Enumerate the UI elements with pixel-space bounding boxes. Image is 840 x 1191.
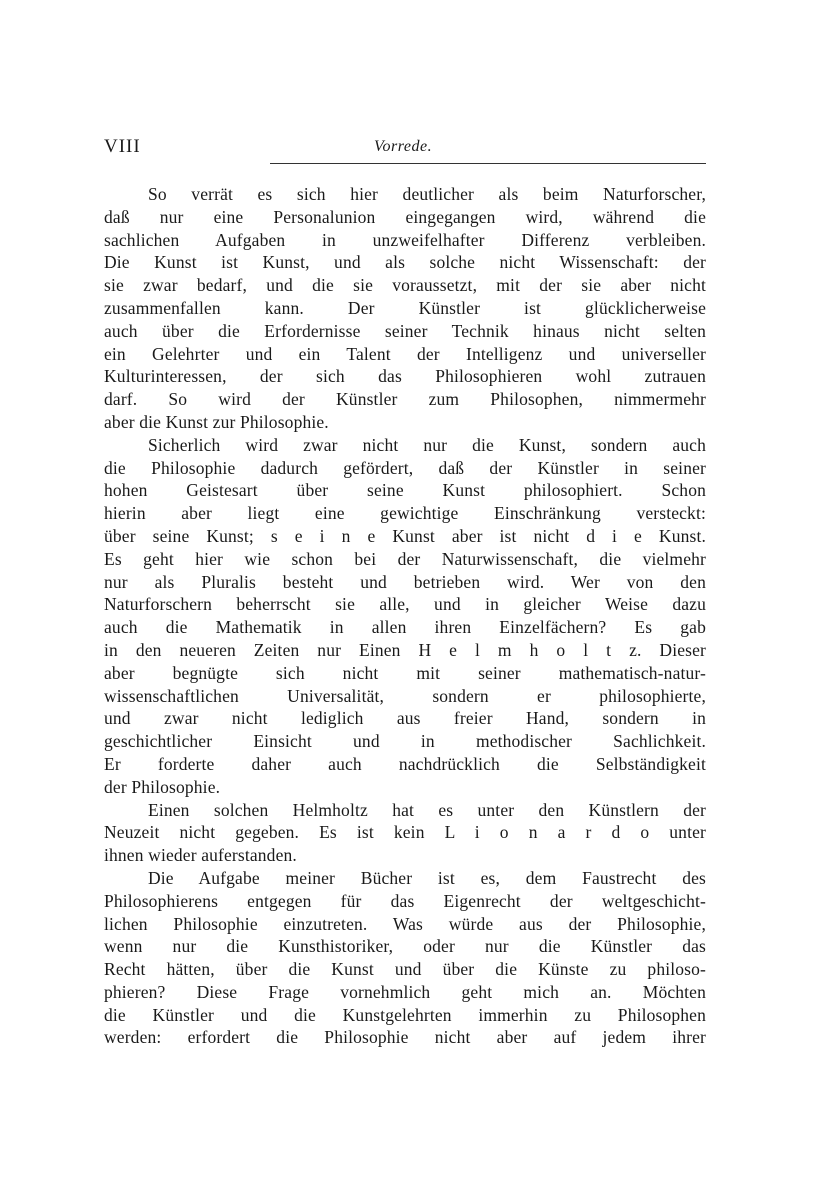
text-line: hierin aber liegt eine gewichtige Einschränkung versteckt: bbox=[104, 503, 706, 524]
header-rule bbox=[270, 163, 706, 164]
body-text bbox=[104, 183, 706, 1049]
text-line: über seine Kunst; s e i n e Kunst aber ist nicht d i e Kunst. bbox=[104, 525, 706, 546]
text-line: Er forderte daher auch nachdrücklich die Selbständigkeit bbox=[104, 753, 706, 774]
text-line: sachlichen Aufgaben in unzweifelhafter Differenz verbleiben. bbox=[104, 229, 706, 250]
text-line: daß nur eine Personalunion eingegangen wird, während die bbox=[104, 206, 706, 227]
text-line: darf. So wird der Künstler zum Philosophen, nimmermehr bbox=[104, 389, 706, 410]
text-line: Sicherlich wird zwar nicht nur die Kunst, sondern auch bbox=[148, 434, 706, 455]
text-line: Neuzeit nicht gegeben. Es ist kein L i o n a r d o unter bbox=[104, 822, 706, 843]
text-line: ihnen wieder auferstanden. bbox=[104, 845, 297, 866]
text-line: wenn nur die Kunsthistoriker, oder nur die Künstler das bbox=[104, 936, 706, 957]
text-line: nur als Pluralis besteht und betrieben wird. Wer von den bbox=[104, 571, 706, 592]
text-line: Philosophierens entgegen für das Eigenrecht der weltgeschicht- bbox=[104, 890, 706, 911]
text-line: werden: erfordert die Philosophie nicht aber auf jedem ihrer bbox=[104, 1027, 706, 1048]
text-line: lichen Philosophie einzutreten. Was würde aus der Philosophie, bbox=[104, 913, 706, 934]
text-line: Recht hätten, über die Kunst und über die Künste zu philoso- bbox=[104, 959, 706, 980]
text-line: geschichtlicher Einsicht und in methodischer Sachlichkeit. bbox=[104, 731, 706, 752]
text-line: Kulturinteressen, der sich das Philosophieren wohl zutrauen bbox=[104, 366, 706, 387]
text-line: Naturforschern beherrscht sie alle, und in gleicher Weise dazu bbox=[104, 594, 706, 615]
text-line: aber die Kunst zur Philosophie. bbox=[104, 411, 329, 432]
text-line: Die Aufgabe meiner Bücher ist es, dem Faustrecht des bbox=[148, 867, 706, 888]
running-title: Vorrede. bbox=[374, 138, 433, 155]
text-line: der Philosophie. bbox=[104, 776, 221, 797]
text-line: die Künstler und die Kunstgelehrten immerhin zu Philosophen bbox=[104, 1004, 706, 1025]
text-line: Die Kunst ist Kunst, und als solche nicht Wissenschaft: der bbox=[104, 252, 706, 273]
text-line: Es geht hier wie schon bei der Naturwissenschaft, die vielmehr bbox=[104, 548, 706, 569]
text-line: auch die Mathematik in allen ihren Einzelfächern? Es gab bbox=[104, 617, 706, 638]
text-line: die Philosophie dadurch gefördert, daß der Künstler in seiner bbox=[104, 457, 706, 478]
page-number: VIII bbox=[104, 136, 141, 157]
text-line: wissenschaftlichen Universalität, sondern er philosophierte, bbox=[104, 685, 706, 706]
text-line: Einen solchen Helmholtz hat es unter den Künstlern der bbox=[148, 799, 706, 820]
page-header bbox=[104, 136, 706, 162]
text-line: auch über die Erfordernisse seiner Technik hinaus nicht selten bbox=[104, 320, 706, 341]
text-line: hohen Geistesart über seine Kunst philosophiert. Schon bbox=[104, 480, 706, 501]
text-line: und zwar nicht lediglich aus freier Hand, sondern in bbox=[104, 708, 706, 729]
text-line: phieren? Diese Frage vornehmlich geht mich an. Möchten bbox=[104, 981, 706, 1002]
text-line: So verrät es sich hier deutlicher als beim Naturforscher, bbox=[148, 184, 706, 204]
text-line: zusammenfallen kann. Der Künstler ist glücklicherweise bbox=[104, 297, 706, 318]
text-line: sie zwar bedarf, und die sie voraussetzt, mit der sie aber nicht bbox=[104, 275, 706, 296]
text-line: in den neueren Zeiten nur Einen H e l m h o l t z. Dieser bbox=[104, 639, 706, 660]
text-line: aber begnügte sich nicht mit seiner mathematisch-natur- bbox=[104, 662, 706, 683]
text-line: ein Gelehrter und ein Talent der Intelligenz und universeller bbox=[104, 343, 706, 364]
